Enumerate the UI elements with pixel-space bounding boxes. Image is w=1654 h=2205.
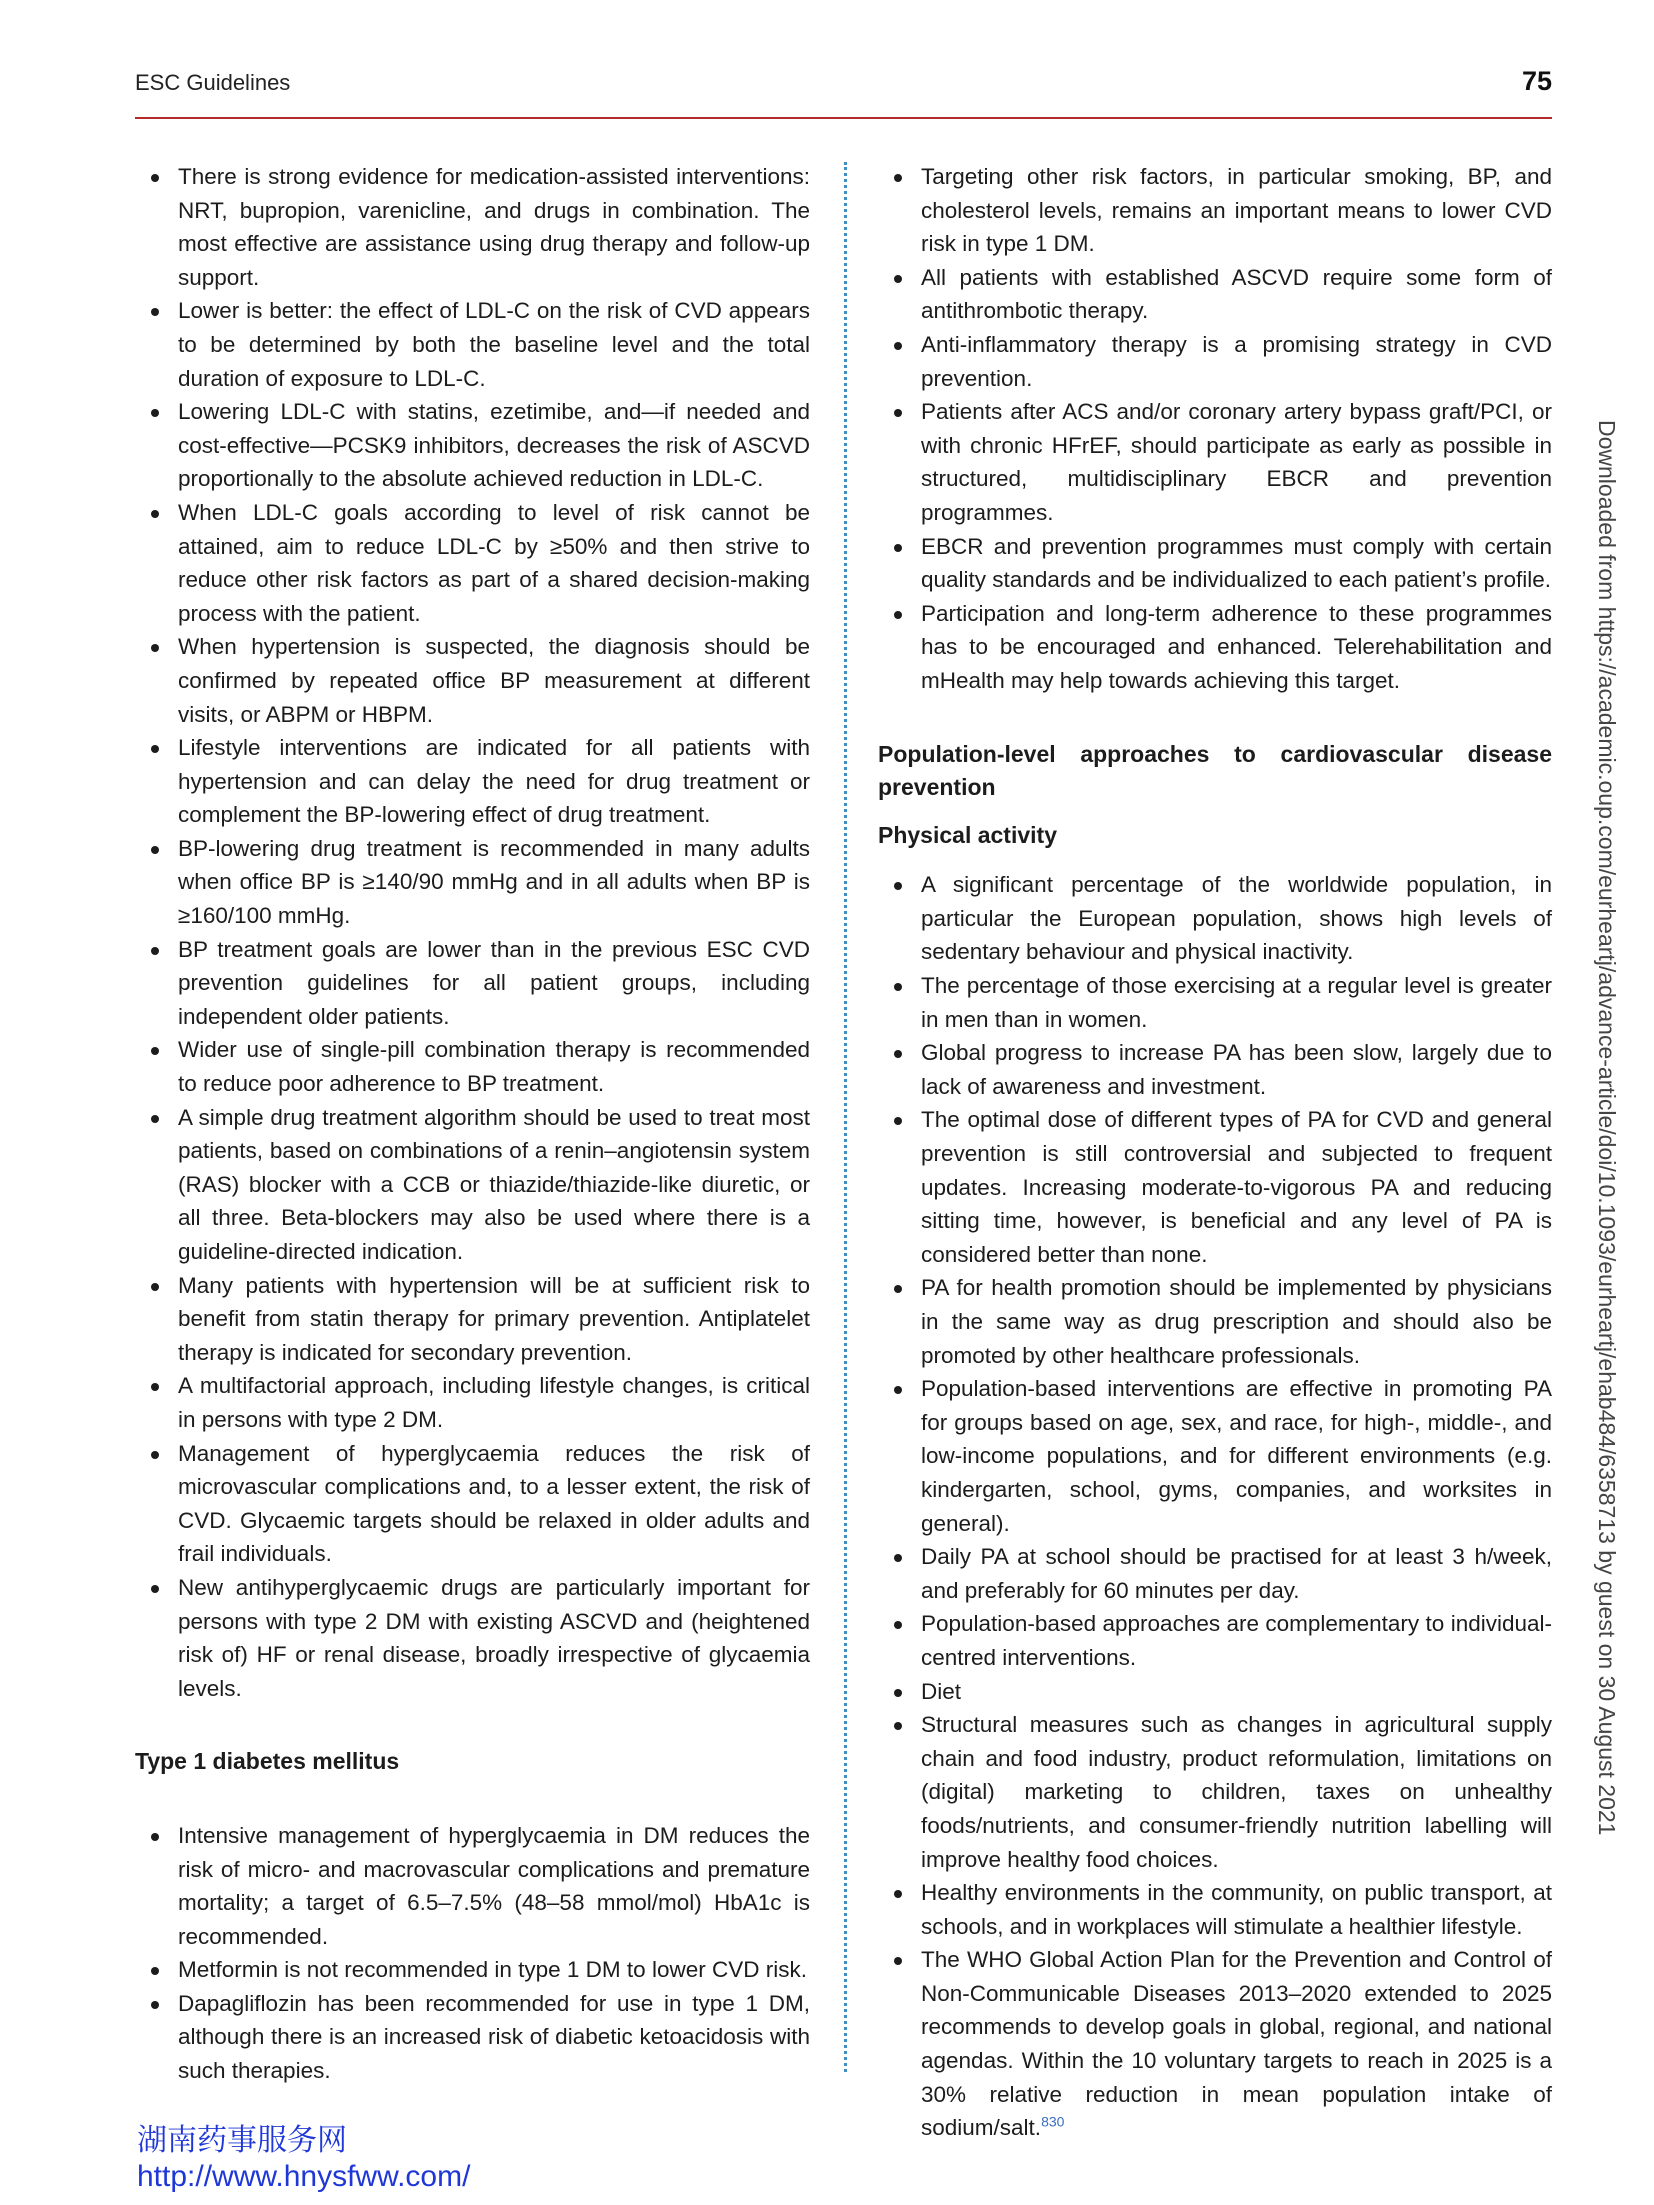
bullet-dot-icon xyxy=(894,1554,902,1562)
bullet-item xyxy=(135,294,810,395)
bullet-item xyxy=(135,1033,810,1100)
header-rule xyxy=(135,117,1552,119)
bullet-text: Structural measures such as changes in agricultural supply chain and food industry, product reformulation, limitations on (digital) marketing to children, taxes on unhealthy foods/nutrients, and consumer-friendly nutrition labelling will improve healthy food choices. xyxy=(921,1712,1552,1872)
bullet-item xyxy=(878,597,1552,698)
bullet-text: The optimal dose of different types of PA for CVD and general prevention is still controversial and subjected to frequent updates. Increasing moderate-to-vigorous PA and reducing sitting time, however, is beneficial and any level of PA is considered better than none. xyxy=(921,1107,1552,1267)
bullet-item xyxy=(135,1269,810,1370)
bullet-item xyxy=(135,395,810,496)
bullet-dot-icon xyxy=(894,1689,902,1697)
right-column xyxy=(878,160,1552,2145)
bullet-text: There is strong evidence for medication-assisted interventions: NRT, bupropion, varenicline, and drugs in combination. The most effective are assistance using drug therapy and follow-up support. xyxy=(178,164,810,290)
bullet-text: Wider use of single-pill combination therapy is recommended to reduce poor adherence to BP treatment. xyxy=(178,1037,810,1097)
page-number: 75 xyxy=(1521,66,1552,96)
bullet-item xyxy=(135,160,810,294)
bullet-item xyxy=(135,832,810,933)
bullet-dot-icon xyxy=(894,983,902,991)
bullet-text: Intensive management of hyperglycaemia in DM reduces the risk of micro- and macrovascular complications and premature mortality; a target of 6.5–7.5% (48–58 mmol/mol) HbA1c is recommended. xyxy=(178,1822,810,1949)
bullet-item xyxy=(878,530,1552,597)
bullet-item xyxy=(878,1103,1552,1271)
bullet-item xyxy=(135,1437,810,1571)
bullet-text: Lower is better: the effect of LDL-C on the risk of CVD appears to be determined by both the baseline level and the total duration of exposure to LDL-C. xyxy=(178,298,810,391)
bullet-item xyxy=(135,1987,810,2088)
bullet-dot-icon xyxy=(151,1283,159,1291)
bullet-dot-icon xyxy=(894,611,902,619)
left-bullet-list-2 xyxy=(135,1819,810,2088)
bullet-item xyxy=(878,160,1552,261)
bullet-dot-icon xyxy=(151,947,159,955)
bullet-item xyxy=(878,868,1552,969)
left-bullet-list-1 xyxy=(135,160,810,1705)
bullet-item xyxy=(878,395,1552,529)
bullet-item xyxy=(878,261,1552,328)
bullet-text: New antihyperglycaemic drugs are particularly important for persons with type 2 DM with existing ASCVD and (heightened risk of) HF or renal disease, broadly irrespective of glycaemia levels. xyxy=(178,1574,810,1701)
bullet-dot-icon xyxy=(151,1833,159,1841)
bullet-dot-icon xyxy=(894,1050,902,1058)
bullet-dot-icon xyxy=(894,1117,902,1125)
bullet-text: Anti-inflammatory therapy is a promising strategy in CVD prevention. xyxy=(921,331,1552,391)
bullet-text: Population-based approaches are complementary to individual-centred interventions. xyxy=(921,1611,1552,1670)
bullet-dot-icon xyxy=(151,1047,159,1055)
bullet-text: EBCR and prevention programmes must comply with certain quality standards and be individualized to each patient’s profile. xyxy=(921,533,1552,593)
bullet-dot-icon xyxy=(151,510,159,518)
bullet-item xyxy=(135,1819,810,1953)
column-divider xyxy=(844,162,847,2072)
bullet-dot-icon xyxy=(151,745,159,753)
bullet-item xyxy=(878,1271,1552,1372)
bullet-item xyxy=(135,1571,810,1705)
bullet-dot-icon xyxy=(151,644,159,652)
bullet-text: Metformin is not recommended in type 1 DM to lower CVD risk. xyxy=(178,1957,807,1983)
bullet-dot-icon xyxy=(894,174,902,182)
bullet-dot-icon xyxy=(151,1451,159,1459)
heading-type1-diabetes: Type 1 diabetes mellitus xyxy=(135,1748,400,1775)
bullet-item xyxy=(878,1036,1552,1103)
bullet-text: Lifestyle interventions are indicated for all patients with hypertension and can delay the need for drug treatment or complement the BP-lowering effect of drug treatment. xyxy=(178,735,810,828)
bullet-item-who-plan xyxy=(878,1943,1552,2145)
bullet-dot-icon xyxy=(894,882,902,890)
bullet-text: The WHO Global Action Plan for the Prevention and Control of Non-Communicable Diseases 2013–2020 extended to 2025 recommends to develop goals in global, regional, and national agendas. Within the 10 voluntary targets to reach in 2025 is a 30% relative reduction in mean population intake of sodium/salt. xyxy=(921,1947,1552,2141)
bullet-text: Global progress to increase PA has been slow, largely due to lack of awareness and investment. xyxy=(921,1040,1552,1099)
bullet-item xyxy=(878,1372,1552,1540)
bullet-dot-icon xyxy=(151,1967,159,1975)
bullet-dot-icon xyxy=(894,342,902,350)
bullet-item xyxy=(878,1708,1552,1876)
reference-superscript[interactable]: 830 xyxy=(1041,2113,1065,2130)
bullet-dot-icon xyxy=(151,1383,159,1391)
bullet-item xyxy=(878,1607,1552,1674)
bullet-item xyxy=(135,1953,810,1987)
bullet-item xyxy=(878,1540,1552,1607)
bullet-text: A multifactorial approach, including lifestyle changes, is critical in persons with type 2 DM. xyxy=(178,1373,810,1432)
bullet-item xyxy=(135,630,810,731)
bullet-text: Patients after ACS and/or coronary artery bypass graft/PCI, or with chronic HFrEF, should participate as early as possible in structured, multidisciplinary EBCR and prevention programmes. xyxy=(921,399,1552,525)
bullet-item xyxy=(135,496,810,630)
journal-name: ESC Guidelines xyxy=(135,70,291,95)
bullet-dot-icon xyxy=(894,544,902,552)
bullet-dot-icon xyxy=(894,409,902,417)
bullet-text: The percentage of those exercising at a regular level is greater in men than in women. xyxy=(921,973,1552,1032)
bullet-dot-icon xyxy=(151,1585,159,1593)
bullet-text: Targeting other risk factors, in particular smoking, BP, and cholesterol levels, remains an important means to lower CVD risk in type 1 DM. xyxy=(921,164,1552,257)
bullet-text: BP treatment goals are lower than in the previous ESC CVD prevention guidelines for all patient groups, including independent older patients. xyxy=(178,936,810,1029)
bullet-text: Dapagliflozin has been recommended for use in type 1 DM, although there is an increased risk of diabetic ketoacidosis with such therapies. xyxy=(178,1990,810,2084)
bullet-dot-icon xyxy=(894,1621,902,1629)
bullet-dot-icon xyxy=(894,275,902,283)
bullet-text: A simple drug treatment algorithm should be used to treat most patients, based on combinations of a renin–angiotensin system (RAS) blocker with a CCB or thiazide/thiazide-like diuretic, or all three. Beta-blockers may also be used where there is a guideline-directed indication. xyxy=(178,1104,810,1264)
heading-population-approaches: Population-level approaches to cardiovascular disease prevention xyxy=(878,740,1552,801)
bullet-text: PA for health promotion should be implemented by physicians in the same way as drug prescription and should also be promoted by other healthcare professionals. xyxy=(921,1275,1552,1368)
right-bullet-list-1 xyxy=(878,160,1552,698)
bullet-item xyxy=(878,328,1552,395)
bullet-dot-icon xyxy=(894,1285,902,1293)
bullet-item xyxy=(135,731,810,832)
bullet-text: Management of hyperglycaemia reduces the risk of microvascular complications and, to a lesser extent, the risk of CVD. Glycaemic targets should be relaxed in older adults and frail individuals. xyxy=(178,1440,810,1567)
bullet-dot-icon xyxy=(151,2001,159,2009)
bullet-item xyxy=(135,1101,810,1269)
bullet-dot-icon xyxy=(151,174,159,182)
bullet-text: When hypertension is suspected, the diagnosis should be confirmed by repeated office BP measurement at different visits, or ABPM or HBPM. xyxy=(178,634,810,727)
bullet-item xyxy=(878,1675,1552,1709)
bullet-text: Diet xyxy=(921,1678,962,1704)
bullet-dot-icon xyxy=(151,409,159,417)
bullet-dot-icon xyxy=(894,1386,902,1394)
bullet-item xyxy=(878,969,1552,1036)
bullet-dot-icon xyxy=(151,846,159,854)
bullet-dot-icon xyxy=(894,1890,902,1898)
bullet-item xyxy=(135,1369,810,1436)
watermark xyxy=(137,2123,470,2195)
right-bullet-list-2 xyxy=(878,868,1552,2145)
watermark-site-name: 湖南药事服务网 xyxy=(137,2123,347,2158)
heading-physical-activity: Physical activity xyxy=(878,821,1057,848)
download-note: Downloaded from https://academic.oup.com/eurheartj/advance-article/doi/10.1093/eurheartj/ehab484/6358713 by guest on 30 August 2021 xyxy=(1594,420,1620,1836)
bullet-item xyxy=(878,1876,1552,1943)
watermark-url[interactable]: http://www.hnysfww.com/ xyxy=(137,2160,471,2193)
bullet-text: When LDL-C goals according to level of risk cannot be attained, aim to reduce LDL-C by ≥50% and then strive to reduce other risk factors as part of a shared decision-making process with the patient. xyxy=(178,499,810,626)
bullet-text: Healthy environments in the community, on public transport, at schools, and in workplaces will stimulate a healthier lifestyle. xyxy=(921,1880,1552,1939)
bullet-text: Population-based interventions are effective in promoting PA for groups based on age, sex, and race, for high-, middle-, and low-income populations, and for different environments (e.g. kindergarten, school, gyms, companies, and worksites in general). xyxy=(921,1376,1552,1536)
bullet-text: Many patients with hypertension will be at sufficient risk to benefit from statin therapy for primary prevention. Antiplatelet therapy is indicated for secondary prevention. xyxy=(178,1272,810,1365)
bullet-dot-icon xyxy=(151,1115,159,1123)
bullet-text: BP-lowering drug treatment is recommended in many adults when office BP is ≥140/90 mmHg and in all adults when BP is ≥160/100 mmHg. xyxy=(178,835,810,929)
bullet-dot-icon xyxy=(894,1957,902,1965)
bullet-text: All patients with established ASCVD require some form of antithrombotic therapy. xyxy=(921,264,1552,324)
bullet-text: Participation and long-term adherence to these programmes has to be encouraged and enhanced. Telerehabilitation and mHealth may help towards achieving this target. xyxy=(921,600,1552,693)
left-column xyxy=(135,160,810,2088)
bullet-text: Daily PA at school should be practised for at least 3 h/week, and preferably for 60 minutes per day. xyxy=(921,1544,1552,1603)
bullet-text: Lowering LDL-C with statins, ezetimibe, and—if needed and cost-effective—PCSK9 inhibitors, decreases the risk of ASCVD proportionally to the absolute achieved reduction in LDL-C. xyxy=(178,399,810,492)
bullet-dot-icon xyxy=(151,308,159,316)
bullet-item xyxy=(135,933,810,1034)
bullet-text: A significant percentage of the worldwide population, in particular the European population, shows high levels of sedentary behaviour and physical inactivity. xyxy=(921,872,1552,965)
bullet-dot-icon xyxy=(894,1722,902,1730)
